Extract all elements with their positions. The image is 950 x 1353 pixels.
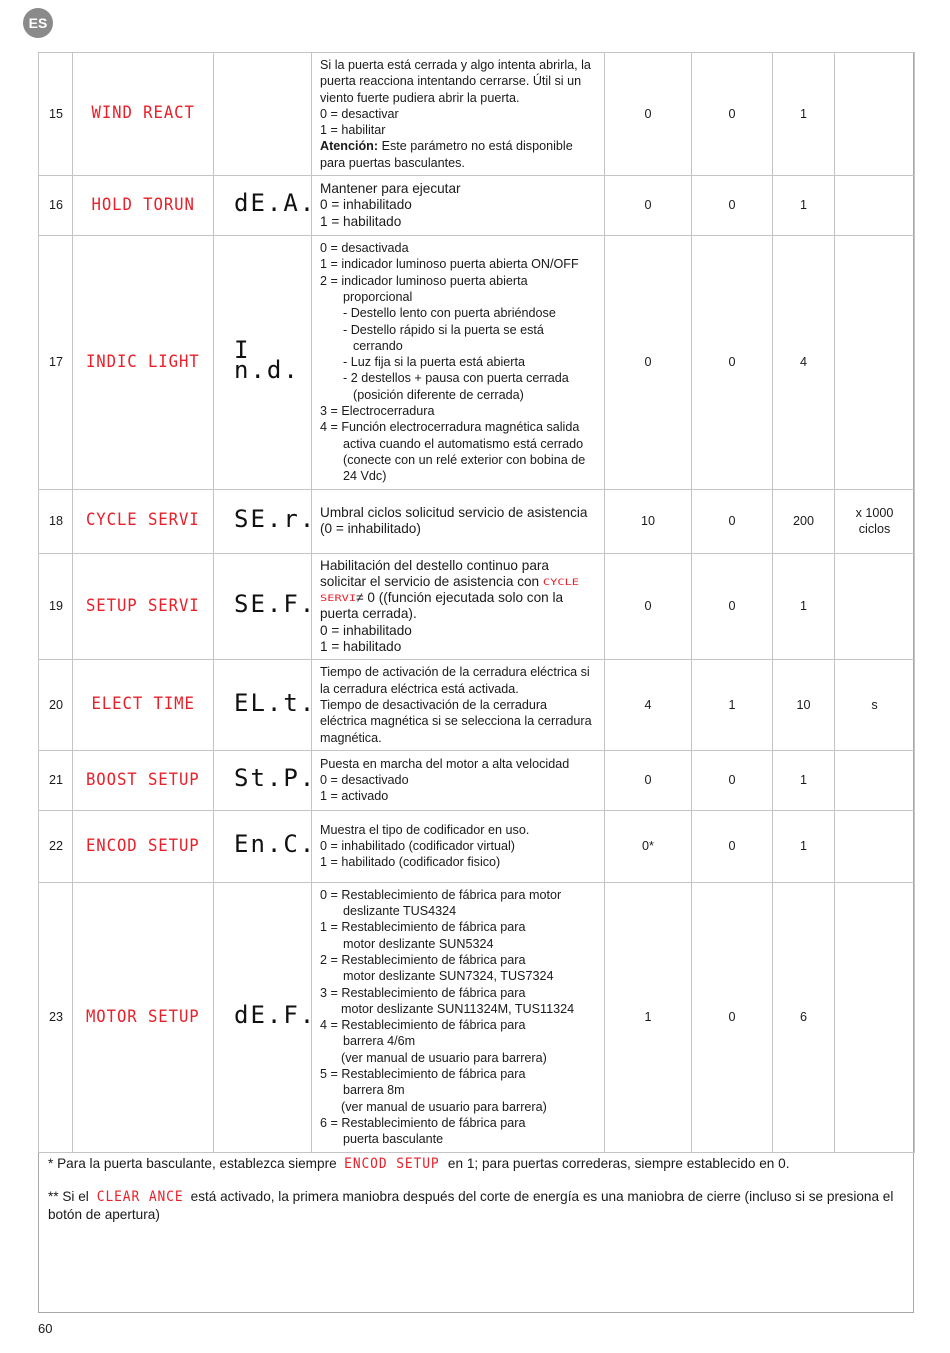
lcd-label: BOOST SETUP (73, 750, 214, 810)
display-code (214, 53, 312, 176)
param-description: Muestra el tipo de codificador en uso. 0 = inhabilitado (codificador virtual) 1 = habilitado (codificador fisico) (312, 810, 605, 882)
display-code: SE.F. (214, 553, 312, 660)
param-description: Mantener para ejecutar 0 = inhabilitado 1 = habilitado (312, 176, 605, 236)
param-description: Habilitación del destello continuo para solicitar el servicio de asistencia con CYCLE SERVI≠ 0 ((función ejecutada solo con la puerta cerrada). 0 = inhabilitado 1 = habilitado (312, 553, 605, 660)
footnote-2: ** Si el CLEAR ANCE está activado, la primera maniobra después del corte de energía es una maniobra de cierre (incluso si se presiona el botón de apertura) (48, 1189, 894, 1222)
footnote-1: * Para la puerta basculante, establezca siempre ENCOD SETUP en 1; para puertas correderas, siempre establecido en 0. (48, 1156, 790, 1172)
footnotes (48, 1155, 906, 1238)
table-row (39, 53, 915, 176)
param-number: 21 (39, 750, 73, 810)
max-value: 1 (773, 750, 835, 810)
attention-label: Atención: (320, 139, 379, 154)
param-number: 18 (39, 489, 73, 553)
max-value: 1 (773, 553, 835, 660)
lcd-label: SETUP SERVI (73, 553, 214, 660)
default-value: 0 (605, 236, 692, 489)
lcd-label: INDIC LIGHT (73, 236, 214, 489)
max-value: 1 (773, 810, 835, 882)
min-value: 0 (692, 236, 773, 489)
param-description: Si la puerta está cerrada y algo intenta abrirla, la puerta reacciona intentando cerrarse. Útil si un viento fuerte pudiera abrir la puerta. 0 = desactivar 1 = habilitar Atención: Este parámetro no está disponible para puertas basculantes. (312, 53, 605, 176)
param-number: 15 (39, 53, 73, 176)
table-row (39, 882, 915, 1152)
display-code: SE.r. (214, 489, 312, 553)
display-code: En.C. (214, 810, 312, 882)
param-number: 16 (39, 176, 73, 236)
lcd-label: MOTOR SETUP (73, 882, 214, 1152)
unit (835, 176, 915, 236)
lcd-label: ELECT TIME (73, 660, 214, 750)
unit (835, 750, 915, 810)
min-value: 0 (692, 489, 773, 553)
language-badge: ES (23, 8, 53, 38)
table-row (39, 176, 915, 236)
display-code: I n.d. (214, 236, 312, 489)
unit: x 1000 ciclos (835, 489, 915, 553)
unit: s (835, 660, 915, 750)
lcd-label: HOLD TORUN (73, 176, 214, 236)
default-value: 10 (605, 489, 692, 553)
param-description: Tiempo de activación de la cerradura eléctrica si la cerradura eléctrica está activada. Tiempo de desactivación de la cerradura eléctrica magnética si se selecciona la cerradura magnética. (312, 660, 605, 750)
lcd-label: WIND REACT (73, 53, 214, 176)
param-number: 20 (39, 660, 73, 750)
param-number: 19 (39, 553, 73, 660)
param-description: Umbral ciclos solicitud servicio de asistencia (0 = inhabilitado) (312, 489, 605, 553)
param-number: 22 (39, 810, 73, 882)
max-value: 1 (773, 53, 835, 176)
param-number: 17 (39, 236, 73, 489)
min-value: 0 (692, 553, 773, 660)
default-value: 4 (605, 660, 692, 750)
min-value: 0 (692, 53, 773, 176)
default-value: 0 (605, 176, 692, 236)
unit (835, 553, 915, 660)
max-value: 1 (773, 176, 835, 236)
unit (835, 882, 915, 1152)
default-value: 1 (605, 882, 692, 1152)
table-row (39, 489, 915, 553)
default-value: 0 (605, 750, 692, 810)
default-value: 0 (605, 53, 692, 176)
lcd-label: ENCOD SETUP (73, 810, 214, 882)
display-code: dE.A. (214, 176, 312, 236)
parameter-table (38, 52, 915, 1153)
max-value: 200 (773, 489, 835, 553)
unit (835, 810, 915, 882)
param-number: 23 (39, 882, 73, 1152)
max-value: 6 (773, 882, 835, 1152)
default-value: 0* (605, 810, 692, 882)
min-value: 0 (692, 882, 773, 1152)
param-description: Puesta en marcha del motor a alta velocidad 0 = desactivado 1 = activado (312, 750, 605, 810)
min-value: 0 (692, 176, 773, 236)
unit (835, 236, 915, 489)
table-row (39, 810, 915, 882)
max-value: 10 (773, 660, 835, 750)
min-value: 0 (692, 810, 773, 882)
unit (835, 53, 915, 176)
param-description: 0 = desactivada 1 = indicador luminoso puerta abierta ON/OFF 2 = indicador luminoso puerta abierta proporcional - Destello lento con puerta abriéndose - Destello rápido si la puerta se está cerrando - Luz fija si la puerta está abierta - 2 destellos + pausa con puerta cerrada (posición diferente de cerrada) 3 = Electrocerradura 4 = Función electrocerradura magnética salida activa cuando el automatismo está cerrado (conecte con un relé exterior con bobina de 24 Vdc) (312, 236, 605, 489)
lcd-label: CYCLE SERVI (73, 489, 214, 553)
page-number: 60 (38, 1321, 53, 1336)
min-value: 0 (692, 750, 773, 810)
param-description: 0 = Restablecimiento de fábrica para motor deslizante TUS4324 1 = Restablecimiento de fábrica para motor deslizante SUN5324 2 = Restablecimiento de fábrica para motor deslizante SUN7324, TUS7324 3 = Restablecimiento de fábrica para motor deslizante SUN11324M, TUS11324 4 = Restablecimiento de fábrica para barrera 4/6m (ver manual de usuario para barrera) 5 = Restablecimiento de fábrica para barrera 8m (ver manual de usuario para barrera) 6 = Restablecimiento de fábrica para puerta basculante (312, 882, 605, 1152)
table-row (39, 660, 915, 750)
display-code: EL.t. (214, 660, 312, 750)
table-row (39, 750, 915, 810)
display-code: St.P. (214, 750, 312, 810)
display-code: dE.F. (214, 882, 312, 1152)
table-row (39, 553, 915, 660)
table-row (39, 236, 915, 489)
max-value: 4 (773, 236, 835, 489)
min-value: 1 (692, 660, 773, 750)
default-value: 0 (605, 553, 692, 660)
